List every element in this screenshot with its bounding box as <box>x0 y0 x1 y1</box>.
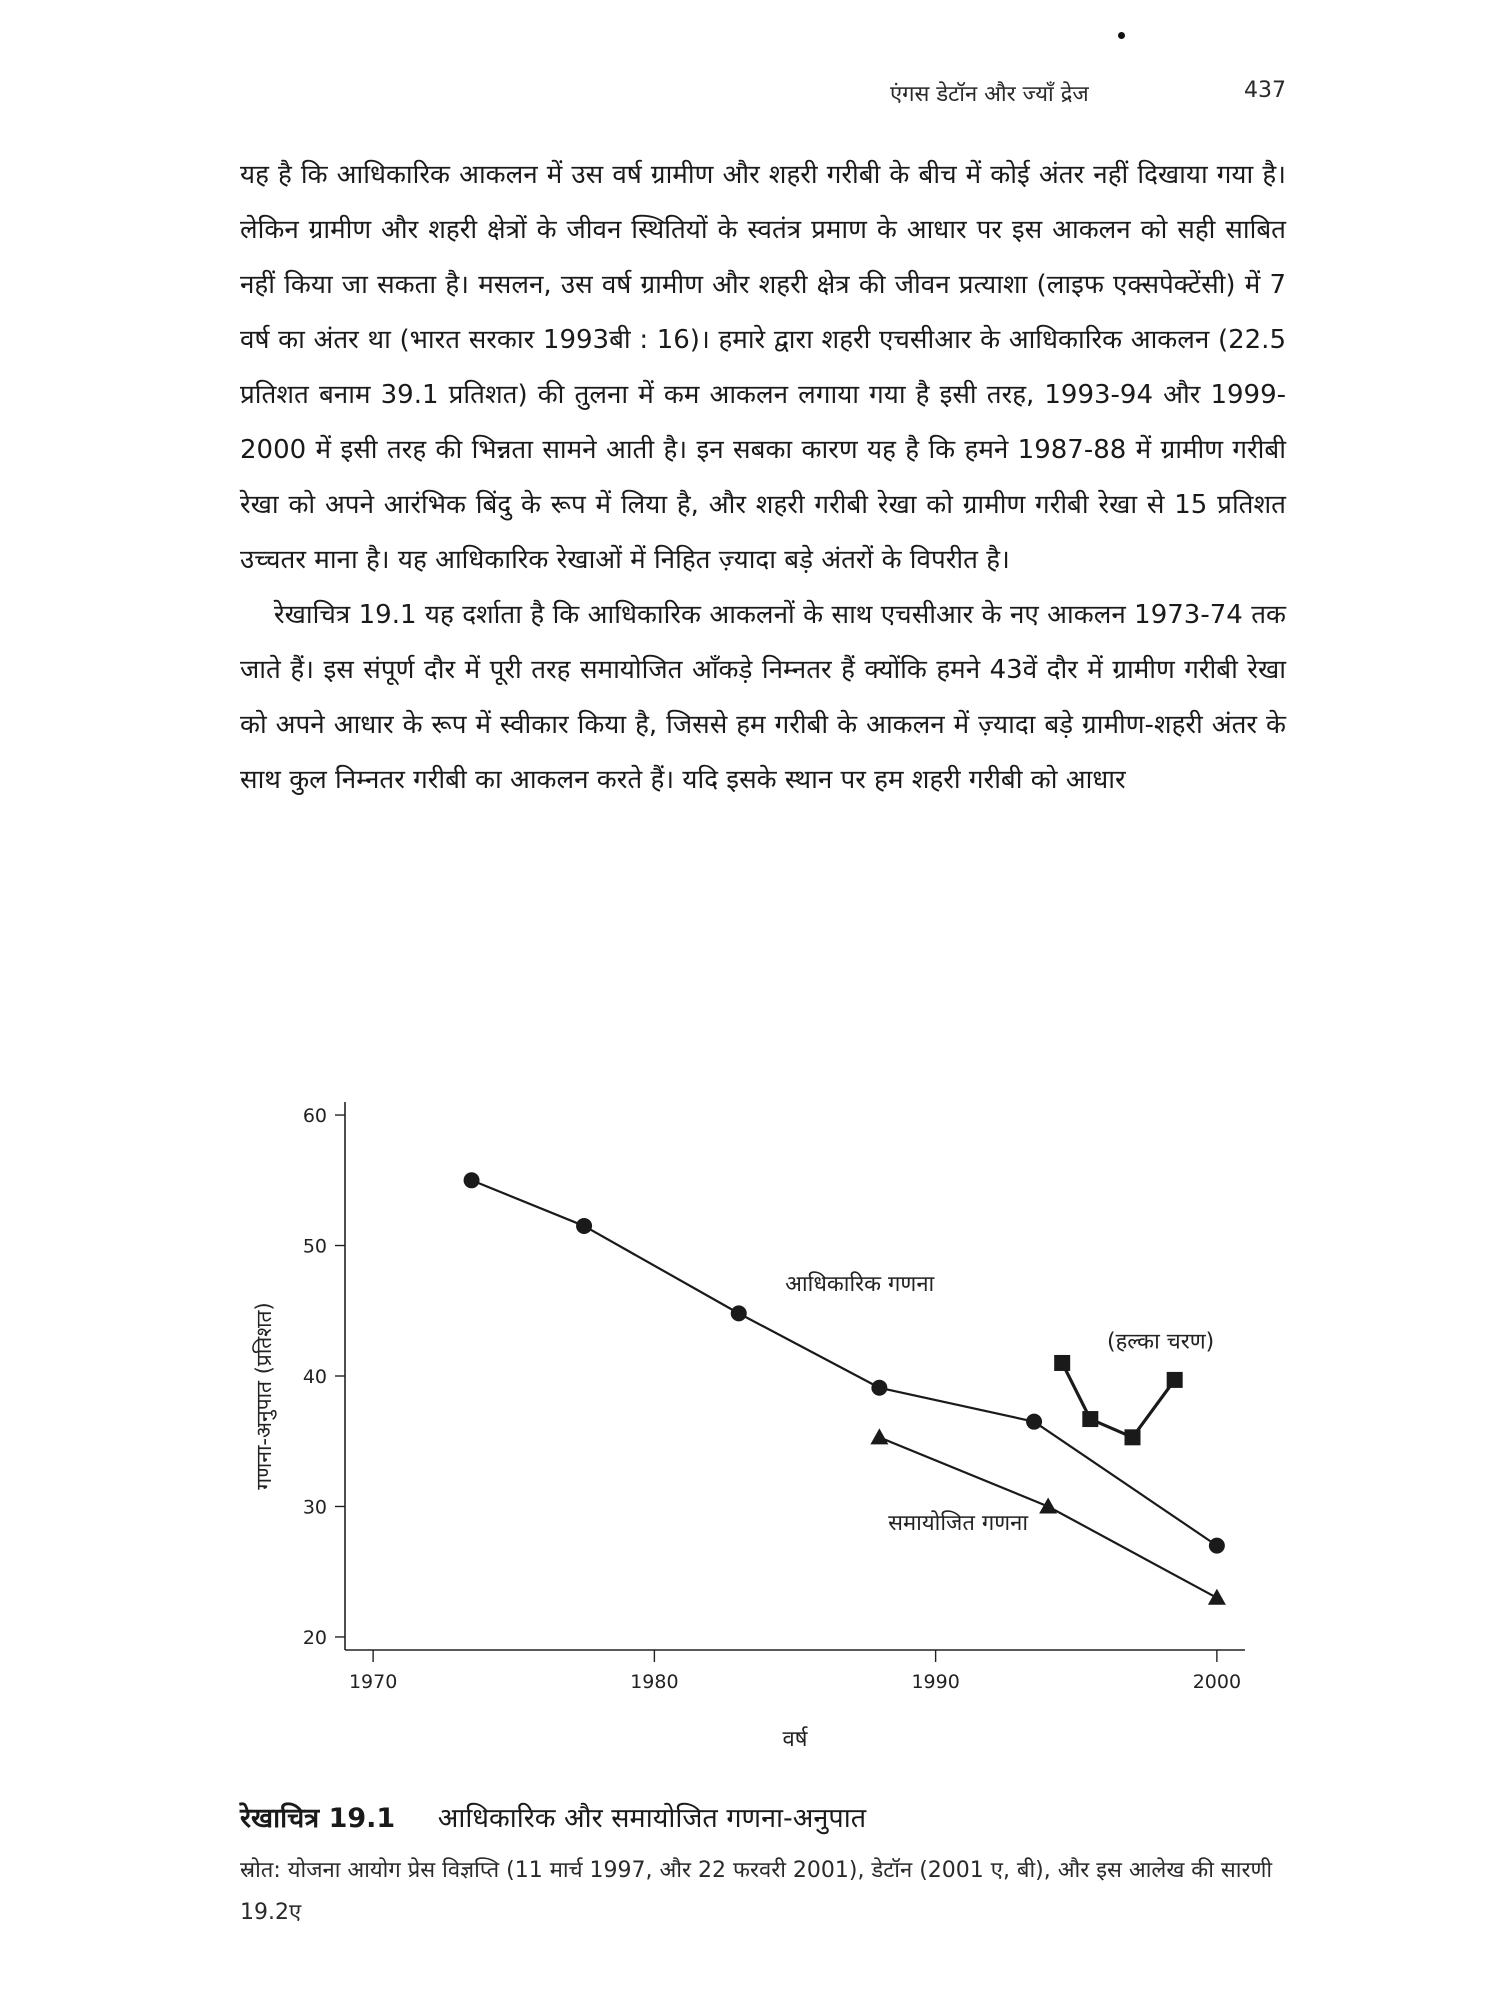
page-number: 437 <box>1244 78 1286 103</box>
series-label-adjusted: समायोजित गणना <box>888 1510 1029 1536</box>
y-tick-label: 30 <box>302 1496 327 1519</box>
figure-19-1 <box>235 1050 1275 1750</box>
data-point-square <box>1054 1355 1070 1371</box>
figure-caption <box>240 1798 1286 1835</box>
data-point-circle <box>576 1218 592 1234</box>
y-axis-label: गणना-अनुपात (प्रतिशत) <box>252 1302 276 1490</box>
data-point-triangle <box>1039 1497 1057 1513</box>
data-point-square <box>1082 1411 1098 1427</box>
figure-label: रेखाचित्र 19.1 <box>240 1803 396 1834</box>
data-point-triangle <box>1208 1589 1226 1605</box>
data-point-circle <box>1026 1414 1042 1430</box>
x-tick-label: 1970 <box>348 1671 398 1693</box>
headcount-ratio-chart <box>235 1050 1275 1750</box>
x-tick-label: 1980 <box>630 1671 679 1693</box>
series-label-official: आधिकारिक गणना <box>785 1272 935 1298</box>
y-tick-label: 60 <box>302 1105 327 1128</box>
paragraph: यह है कि आधिकारिक आकलन में उस वर्ष ग्रामीण और शहरी गरीबी के बीच में कोई अंतर नहीं दिखाया गया है। लेकिन ग्रामीण और शहरी क्षेत्रों के जीवन स्थितियों के स्वतंत्र प्रमाण के आधार पर इस आकलन को सही साबित नहीं किया जा सकता है। मसलन, उस वर्ष ग्रामीण और शहरी क्षेत्र की जीवन प्रत्याशा (लाइफ एक्सपेक्टेंसी) में 7 वर्ष का अंतर था (भारत सरकार 1993बी : 16)। हमारे द्वारा शहरी एचसीआर के आधिकारिक आकलन (22.5 प्रतिशत बनाम 39.1 प्रतिशत) की तुलना में कम आकलन लगाया गया है इसी तरह, 1993-94 और 1999-2000 में इसी तरह की भिन्नता सामने आती है। इन सबका कारण यह है कि हमने 1987-88 में ग्रामीण गरीबी रेखा को अपने आरंभिक बिंदु के रूप में लिया है, और शहरी गरीबी रेखा को ग्रामीण गरीबी रेखा से 15 प्रतिशत उच्चतर माना है। यह आधिकारिक रेखाओं में निहित ज़्यादा बड़े अंतरों के विपरीत है। <box>240 160 1286 575</box>
running-title: एंगस डेटॉन और ज्याँ द्रेज <box>890 82 1089 107</box>
figure-source: स्रोत: योजना आयोग प्रेस विज्ञप्ति (11 मार्च 1997, और 22 फरवरी 2001), डेटॉन (2001 ए, बी), और इस आलेख की सारणी 19.2ए <box>240 1858 1273 1925</box>
x-tick-label: 1990 <box>911 1671 960 1693</box>
x-axis-label: वर्ष <box>782 1727 808 1750</box>
paragraph: रेखाचित्र 19.1 यह दर्शाता है कि आधिकारिक आकलनों के साथ एचसीआर के नए आकलन 1973-74 तक जाते हैं। इस संपूर्ण दौर में पूरी तरह समायोजित आँकड़े निम्नतर हैं क्योंकि हमने 43वें दौर में ग्रामीण गरीबी रेखा को अपने आधार के रूप में स्वीकार किया है, जिससे हम गरीबी के आकलन में ज़्यादा बड़े ग्रामीण-शहरी अंतर के साथ कुल निम्नतर गरीबी का आकलन करते हैं। यदि इसके स्थान पर हम शहरी गरीबी को आधार <box>240 600 1286 795</box>
body-text <box>240 148 1286 808</box>
data-point-circle <box>464 1172 480 1188</box>
data-point-square <box>1167 1372 1183 1388</box>
y-tick-label: 20 <box>302 1626 327 1649</box>
x-tick-label: 2000 <box>1192 1671 1242 1693</box>
data-point-circle <box>871 1380 887 1396</box>
series-line-3 <box>1062 1363 1175 1437</box>
data-point-triangle <box>870 1428 888 1444</box>
data-point-circle <box>1209 1538 1225 1554</box>
series-label-light-phase: (हल्का चरण) <box>1107 1329 1215 1355</box>
running-header <box>890 78 1286 108</box>
data-point-circle <box>731 1305 747 1321</box>
series-line-1 <box>472 1180 1217 1545</box>
y-tick-label: 40 <box>302 1366 327 1388</box>
figure-title: आधिकारिक और समायोजित गणना-अनुपात <box>437 1803 867 1834</box>
data-point-square <box>1125 1429 1141 1445</box>
print-speck <box>1118 32 1125 39</box>
y-tick-label: 50 <box>302 1235 327 1258</box>
